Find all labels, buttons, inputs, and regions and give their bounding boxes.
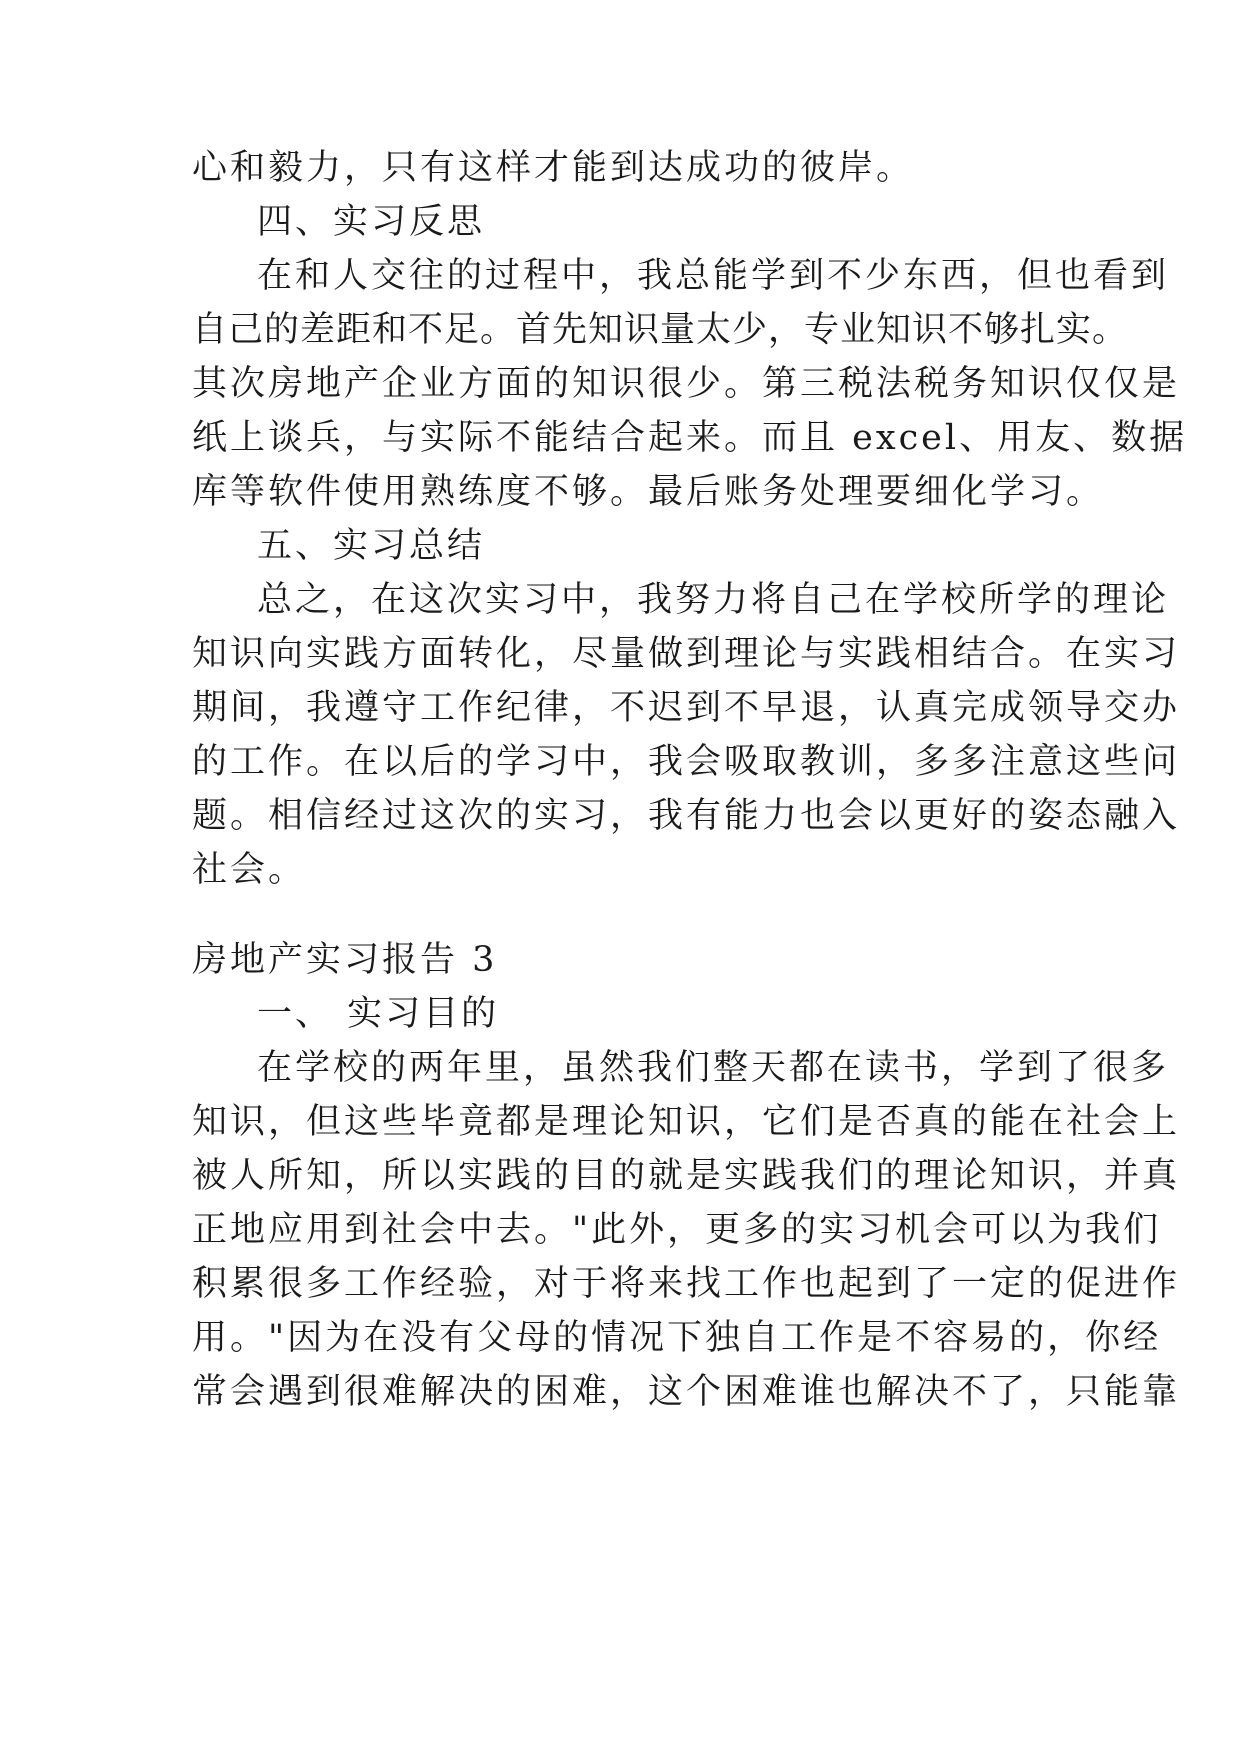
paragraph-line: 积累很多工作经验，对于将来找工作也起到了一定的促进作	[192, 1264, 1181, 1304]
section-heading: 一、 实习目的	[257, 994, 500, 1034]
paragraph-line: 库等软件使用熟练度不够。最后账务处理要细化学习。	[192, 472, 1105, 512]
paragraph-line: 自己的差距和不足。首先知识量太少，专业知识不够扎实。	[192, 310, 1129, 350]
paragraph-line: 纸上谈兵，与实际不能结合起来。而且 excel、用友、数据	[192, 418, 1188, 458]
paragraph-line: 知识向实践方面转化，尽量做到理论与实践相结合。在实习	[192, 634, 1181, 674]
paragraph-line: 期间，我遵守工作纪律，不迟到不早退，认真完成领导交办	[192, 688, 1181, 728]
paragraph-line: 在学校的两年里，虽然我们整天都在读书，学到了很多	[257, 1048, 1170, 1088]
report-title: 房地产实习报告 3	[192, 940, 498, 980]
paragraph-line: 被人所知，所以实践的目的就是实践我们的理论知识，并真	[192, 1156, 1181, 1196]
paragraph-line: 常会遇到很难解决的困难，这个困难谁也解决不了，只能靠	[192, 1372, 1181, 1412]
paragraph-line: 正地应用到社会中去。"此外，更多的实习机会可以为我们	[192, 1210, 1162, 1250]
paragraph-line: 知识，但这些毕竟都是理论知识，它们是否真的能在社会上	[192, 1102, 1181, 1142]
paragraph-line: 心和毅力，只有这样才能到达成功的彼岸。	[192, 148, 915, 188]
paragraph-line: 社会。	[192, 850, 307, 890]
section-heading: 五、实习总结	[257, 526, 486, 566]
paragraph-line: 其次房地产企业方面的知识很少。第三税法税务知识仅仅是	[192, 364, 1181, 404]
paragraph-line: 在和人交往的过程中，我总能学到不少东西，但也看到	[257, 256, 1170, 296]
paragraph-line: 的工作。在以后的学习中，我会吸取教训，多多注意这些问	[192, 742, 1181, 782]
paragraph-line: 用。"因为在没有父母的情况下独自工作是不容易的，你经	[192, 1318, 1162, 1358]
section-heading: 四、实习反思	[257, 202, 486, 242]
paragraph-line: 总之，在这次实习中，我努力将自己在学校所学的理论	[257, 580, 1170, 620]
paragraph-line: 题。相信经过这次的实习，我有能力也会以更好的姿态融入	[192, 796, 1181, 836]
